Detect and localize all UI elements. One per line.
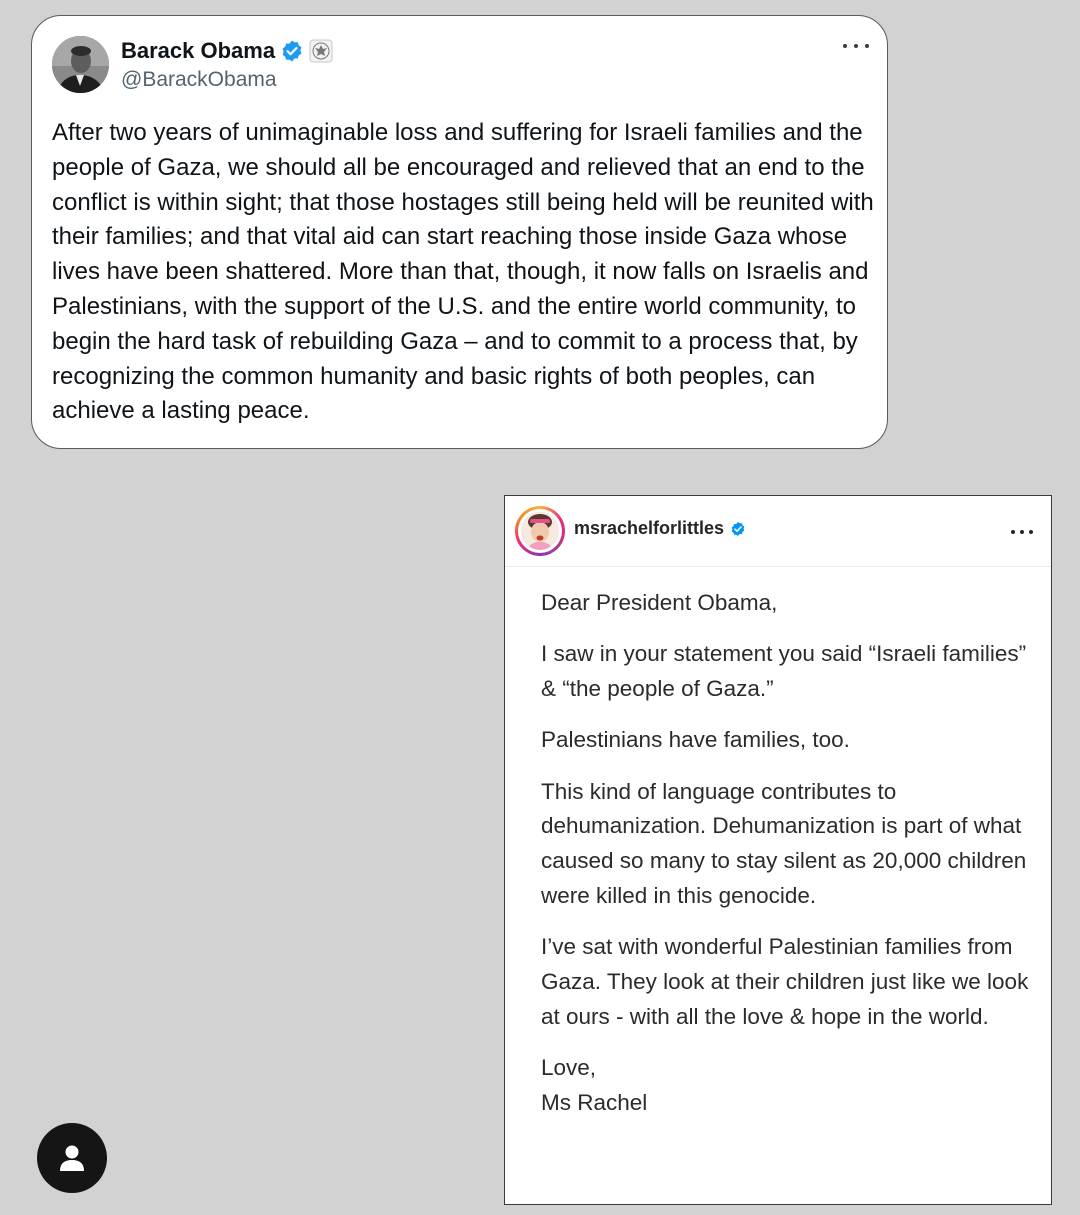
profile-photo-icon bbox=[521, 512, 559, 550]
tweet-text: After two years of unimaginable loss and suffering for Israeli families and the people of Gaza, we should all be encouraged and relieved that an end to the conflict is within sight; that those hostages still being held will be reunited with their families; and that vital aid can start reaching those inside Gaza whose lives have been shattered. More than that, though, it now falls on Israelis and Palestinians, with the support of the U.S. and the entire world community, to begin the hard task of rebuilding Gaza – and to commit to a process that, by recognizing the common humanity and basic rights of both peoples, can achieve a lasting peace. bbox=[52, 119, 874, 425]
letter-signoff: Love, Ms Rachel bbox=[541, 1055, 648, 1116]
verified-badge-icon bbox=[280, 39, 304, 63]
profile-button[interactable] bbox=[37, 1123, 107, 1193]
tweet-author-row bbox=[121, 37, 333, 65]
more-options-button[interactable] bbox=[1011, 529, 1033, 535]
verified-badge-icon bbox=[730, 521, 746, 537]
letter-paragraph: This kind of language contributes to dehumanization. Dehumanization is part of what caused so many to stay silent as 20,000 children were killed in this genocide. bbox=[541, 778, 1027, 909]
letter-paragraph: I saw in your statement you said “Israeli families” & “the people of Gaza.” bbox=[541, 641, 1027, 702]
post-header bbox=[505, 496, 1051, 567]
presidential-seal-icon bbox=[309, 39, 333, 63]
post-author-row bbox=[574, 518, 746, 539]
author-name[interactable]: Barack Obama bbox=[121, 38, 276, 63]
tweet-card bbox=[31, 15, 888, 449]
more-horizontal-icon bbox=[843, 44, 847, 48]
avatar[interactable] bbox=[515, 506, 565, 556]
person-icon bbox=[55, 1141, 89, 1175]
letter-paragraph: Dear President Obama, bbox=[541, 590, 778, 615]
post-body bbox=[541, 586, 1031, 1121]
more-horizontal-icon bbox=[1011, 530, 1015, 534]
letter-paragraph: I’ve sat with wonderful Palestinian families from Gaza. They look at their children just like we look at ours - with all the love & hope in the world. bbox=[541, 934, 1029, 1029]
instagram-post bbox=[504, 495, 1052, 1205]
username[interactable]: msrachelforlittles bbox=[574, 518, 725, 538]
profile-photo-icon bbox=[52, 36, 109, 93]
author-handle[interactable]: @BarackObama bbox=[121, 68, 277, 91]
more-options-button[interactable] bbox=[843, 36, 869, 56]
avatar[interactable] bbox=[52, 36, 109, 93]
letter-paragraph: Palestinians have families, too. bbox=[541, 727, 850, 753]
